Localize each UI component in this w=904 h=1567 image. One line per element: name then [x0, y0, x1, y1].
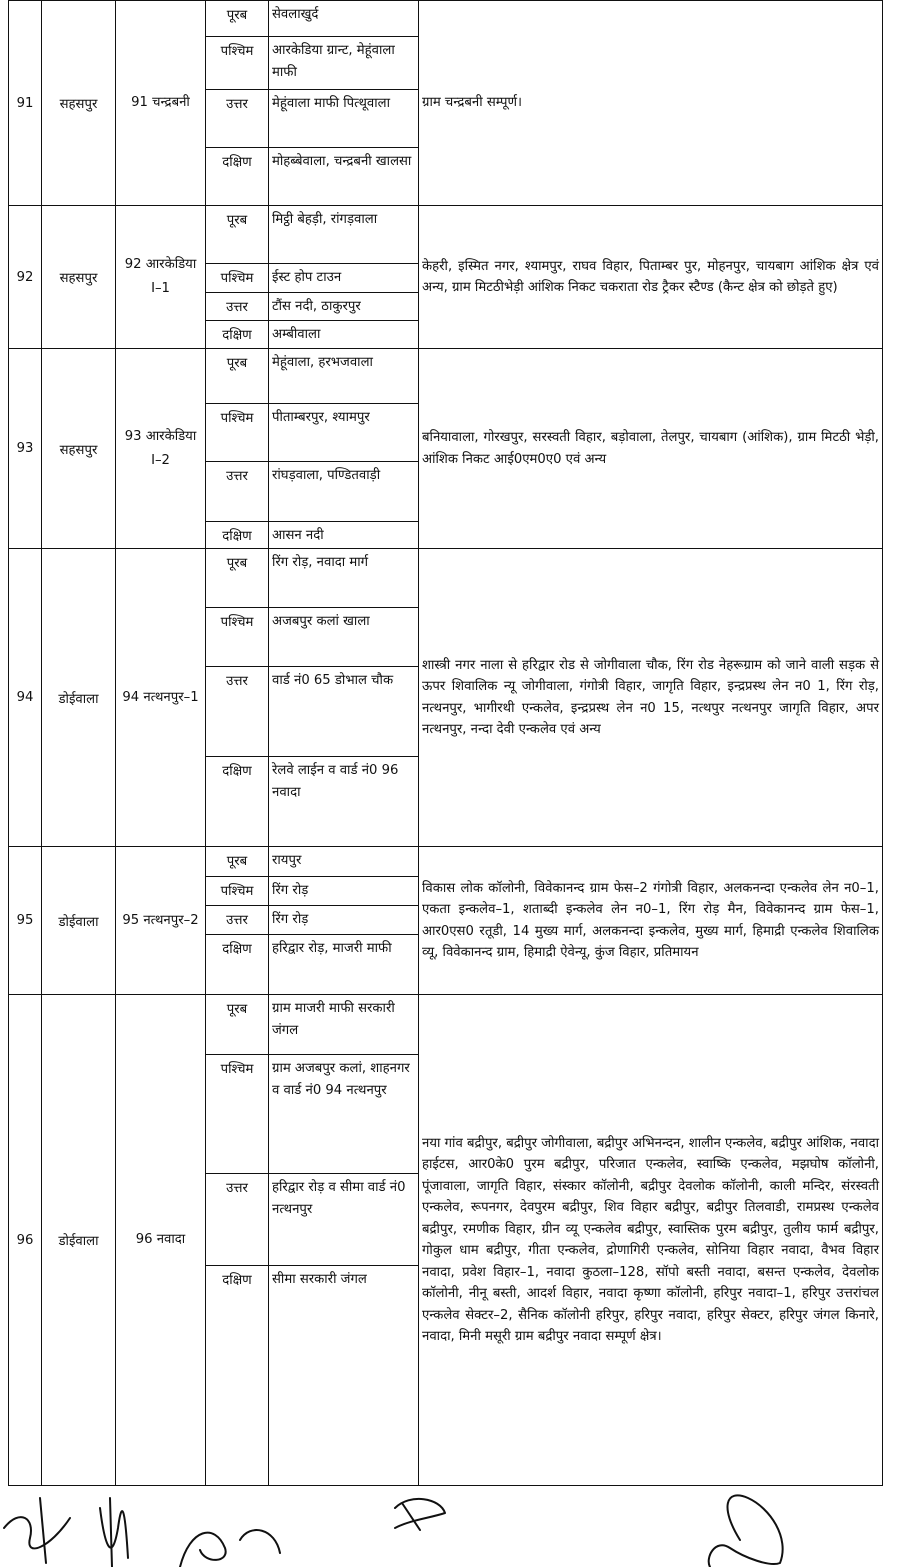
direction-label: उत्तर: [206, 667, 269, 757]
table-row: [9, 847, 883, 877]
direction-label: पश्चिम: [206, 264, 269, 293]
tehsil-name: डोईवाला: [42, 549, 116, 847]
boundary-place: रेलवे लाईन व वार्ड नं0 96 नवादा: [269, 757, 419, 847]
tehsil-name: डोईवाला: [42, 995, 116, 1486]
table-row: [9, 549, 883, 608]
boundary-place: अम्बीवाला: [269, 321, 419, 349]
boundary-place: मेहूंवाला माफी पित्थूवाला: [269, 90, 419, 148]
direction-label: पश्चिम: [206, 877, 269, 906]
direction-label: पूरब: [206, 349, 269, 404]
boundary-place: ग्राम अजबपुर कलां, शाहनगर व वार्ड नं0 94 नत्थनपुर: [269, 1055, 419, 1174]
ward-area-description: केहरी, इस्मित नगर, श्यामपुर, राघव विहार, पिताम्बर पुर, मोहनपुर, चायबाग आंशिक क्षेत्र एवं अन्य, ग्राम मिटठीभेड़ी आंशिक निकट चकराता रोड ट्रैकर स्टैण्ड (कैन्ट क्षेत्र को छोड़ते हुए): [419, 206, 883, 349]
ward-name: 95 नत्थनपुर–2: [116, 847, 206, 995]
table-row: [9, 206, 883, 264]
boundary-place: मोहब्बेवाला, चन्द्रबनी खालसा: [269, 148, 419, 206]
boundary-place: वार्ड नं0 65 डोभाल चौक: [269, 667, 419, 757]
tehsil-name: सहसपुर: [42, 349, 116, 549]
boundary-place: ग्राम माजरी माफी सरकारी जंगल: [269, 995, 419, 1055]
boundary-place: टौंस नदी, ठाकुरपुर: [269, 293, 419, 321]
direction-label: पूरब: [206, 995, 269, 1055]
serial-number: 95: [9, 847, 42, 995]
direction-label: पूरब: [206, 1, 269, 37]
boundary-place: आरकेडिया ग्रान्ट, मेहूंवाला माफी: [269, 37, 419, 90]
direction-label: दक्षिण: [206, 935, 269, 995]
boundary-place: अजबपुर कलां खाला: [269, 608, 419, 667]
direction-label: पश्चिम: [206, 1055, 269, 1174]
direction-label: उत्तर: [206, 293, 269, 321]
boundary-place: रिंग रोड़: [269, 906, 419, 935]
tehsil-name: सहसपुर: [42, 206, 116, 349]
direction-label: दक्षिण: [206, 757, 269, 847]
direction-label: उत्तर: [206, 90, 269, 148]
ward-name: 96 नवादा: [116, 995, 206, 1486]
direction-label: पूरब: [206, 549, 269, 608]
ward-boundary-table: [8, 0, 883, 1486]
boundary-place: सेवलाखुर्द: [269, 1, 419, 37]
boundary-place: रायपुर: [269, 847, 419, 877]
direction-label: दक्षिण: [206, 148, 269, 206]
direction-label: पूरब: [206, 206, 269, 264]
boundary-place: हरिद्वार रोड़, माजरी माफी: [269, 935, 419, 995]
table-row: [9, 995, 883, 1055]
boundary-place: रिंग रोड़, नवादा मार्ग: [269, 549, 419, 608]
boundary-place: सीमा सरकारी जंगल: [269, 1266, 419, 1486]
ward-name: 93 आरकेडिया I–2: [116, 349, 206, 549]
table-row: [9, 349, 883, 404]
ward-area-description: नया गांव बद्रीपुर, बद्रीपुर जोगीवाला, बद्रीपुर अभिनन्दन, शालीन एन्कलेव, बद्रीपुर आंशिक, नवादा हाईटस, आर0के0 पुरम बद्रीपुर, परिजात एन्कलेव, स्वाष्कि एन्कलेव, मझघोष कॉलोनी, पूंजावाला, जागृति विहार, संस्कार कॉलोनी, बद्रीपुर देवलोक कॉलोनी, काली मन्दिर, संरस्वती एन्कलेव, रूपनगर, देवपुरम बद्रीपुर, शिव विहार बद्रीपुर, बद्रीपुर तिलवाडी, रामप्रस्थ एन्कलेव बद्रीपुर, रमणीक विहार, ग्रीन व्यू एन्कलेव बद्रीपुर, स्वास्तिक पुरम बद्रीपुर, तुलीय फार्म बद्रीपुर, गोकुल धाम बद्रीपुर, गीता एन्कलेव, द्रोणागिरी एन्कलेव, सोनिया विहार नवादा, वैभव विहार नवादा, प्रवेश विहार–1, नवादा कुठला–128, सॉपो बस्ती नवादा, बसन्त एन्कलेव, देवलोक कॉलोनी, नीनू बस्ती, आदर्श विहार, नवादा कृष्णा कॉलोनी, हरिपुर नवादा–1, हरिपुर उत्तरांचल एन्कलेव सेक्टर–2, सैनिक कॉलोनी हरिपुर, हरिपुर नवादा, हरिपुर सेक्टर, हरिपुर जंगल किनारे, नवादा, मिनी मसूरी ग्राम बद्रीपुर नवादा सम्पूर्ण क्षेत्र।: [419, 995, 883, 1486]
boundary-place: रांघड़वाला, पण्डितवाड़ी: [269, 462, 419, 522]
direction-label: पश्चिम: [206, 404, 269, 462]
ward-name: 94 नत्थनपुर–1: [116, 549, 206, 847]
direction-label: दक्षिण: [206, 522, 269, 549]
serial-number: 96: [9, 995, 42, 1486]
boundary-place: आसन नदी: [269, 522, 419, 549]
table-row: [9, 1, 883, 37]
direction-label: उत्तर: [206, 906, 269, 935]
direction-label: दक्षिण: [206, 1266, 269, 1486]
boundary-place: रिंग रोड़: [269, 877, 419, 906]
serial-number: 92: [9, 206, 42, 349]
direction-label: दक्षिण: [206, 321, 269, 349]
boundary-place: मिट्ठी बेहड़ी, रांगड़वाला: [269, 206, 419, 264]
ward-name: 91 चन्द्रबनी: [116, 1, 206, 206]
direction-label: पश्चिम: [206, 37, 269, 90]
ward-area-description: शास्त्री नगर नाला से हरिद्वार रोड से जोगीवाला चौक, रिंग रोड नेहरूग्राम को जाने वाली सड़क से ऊपर शिवालिक न्यू जोगीवाला, गंगोत्री विहार, जागृति विहार, इन्द्रप्रस्थ लेन न0 1, रिंग रोड़, नत्थनपुर, भागीरथी एन्कलेव, इन्द्रप्रस्थ लेन न0 15, नत्थपुर नत्थनपुर जागृति विहार, अपर नत्थनपुर, नन्दा देवी एन्कलेव एवं अन्य: [419, 549, 883, 847]
serial-number: 93: [9, 349, 42, 549]
boundary-place: ईस्ट होप टाउन: [269, 264, 419, 293]
direction-label: उत्तर: [206, 1174, 269, 1266]
boundary-place: पीताम्बरपुर, श्यामपुर: [269, 404, 419, 462]
direction-label: पश्चिम: [206, 608, 269, 667]
ward-area-description: बनियावाला, गोरखपुर, सरस्वती विहार, बड़ोवाला, तेलपुर, चायबाग (आंशिक), ग्राम मिटठी भेड़ी, आंशिक निकट आई0एम0ए0 एवं अन्य: [419, 349, 883, 549]
ward-area-description: ग्राम चन्द्रबनी सम्पूर्ण।: [419, 1, 883, 206]
ward-name: 92 आरकेडिया I–1: [116, 206, 206, 349]
boundary-place: हरिद्वार रोड़ व सीमा वार्ड नं0 नत्थनपुर: [269, 1174, 419, 1266]
tehsil-name: सहसपुर: [42, 1, 116, 206]
tehsil-name: डोईवाला: [42, 847, 116, 995]
boundary-place: मेहूंवाला, हरभजवाला: [269, 349, 419, 404]
direction-label: उत्तर: [206, 462, 269, 522]
serial-number: 91: [9, 1, 42, 206]
serial-number: 94: [9, 549, 42, 847]
direction-label: पूरब: [206, 847, 269, 877]
ward-area-description: विकास लोक कॉलोनी, विवेकानन्द ग्राम फेस–2 गंगोत्री विहार, अलकनन्दा एन्कलेव लेन न0–1, एकता इन्कलेव–1, शताब्दी इन्कलेव लेन न0–1, रिंग रोड़ मैन, विवेकानन्द ग्राम फेस–1, आर0एस0 रतूडी, 14 मुख्य मार्ग, अलकनन्दा इन्कलेव, मुख्य मार्ग, हिमाद्री एन्कलेव शिवालिक व्यू, विवेकानन्द ग्राम, हिमाद्री ऐवेन्यू, कुंज विहार, प्रतिमायन: [419, 847, 883, 995]
